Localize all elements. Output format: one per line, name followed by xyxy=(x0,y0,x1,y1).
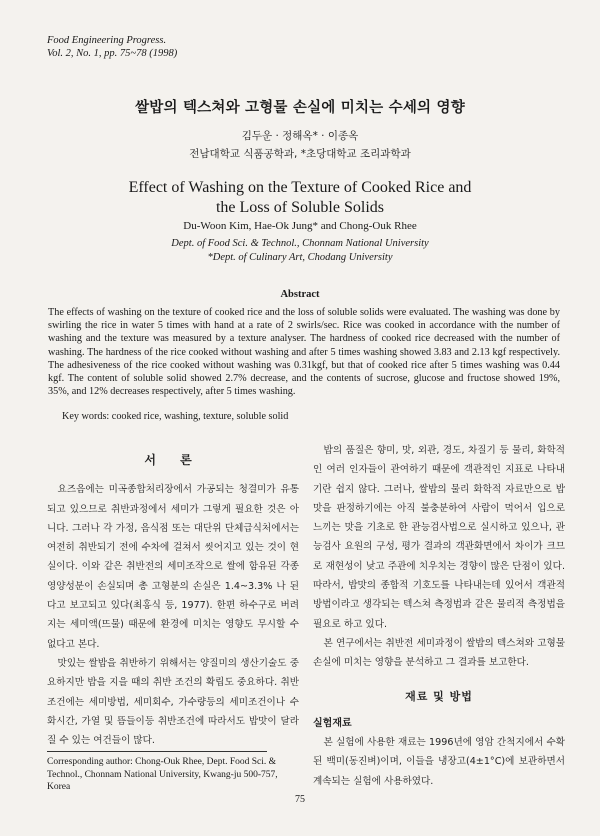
footnote-divider xyxy=(47,751,267,752)
english-authors: Du-Woon Kim, Hae-Ok Jung* and Chong-Ouk Rhee xyxy=(183,220,417,232)
english-affiliations xyxy=(0,237,600,265)
intro-paragraph-2: 맛있는 쌀밥을 취반하기 위해서는 양질미의 생산기술도 중요하지만 밥을 지을 때의 취반 조건의 확립도 중요하다. 취반조건에는 세미방법, 세미회수, 가수량등의 세미조건이나 수화시간, 가열 및 뜸들이등 취반조건에 따라서도 밥맛이 달라질 수 있는 여건들이 많다. xyxy=(47,657,299,747)
introduction-heading: 서 론 xyxy=(144,453,202,467)
english-title-line-1: Effect of Washing on the Texture of Cooked Rice and xyxy=(128,179,472,196)
journal-name: Food Engineering Progress. xyxy=(47,35,167,46)
intro-paragraph-3: 밥의 품질은 향미, 맛, 외관, 경도, 차질기 등 물리, 화학적인 여러 인자들이 관여하기 때문에 객관적인 지표로 나타내기란 쉽지 않다. 그러나, 쌀밥의 물리 화학적 자료만으로 밥맛을 판정하기에는 아직 불충분하여 사람이 먹어서 입으로 느끼는 맛을 기초로 한 관능검사법으로 실시하고 있으나, 관능검사 요원의 구성, 평가 결과의 객관화면에서 차이가 크므로 재현성이 낮고 주관에 치우치는 경향이 많은 단점이 있다. 따라서, 밥맛의 종합적 기호도를 나타내는데 있어서 객관적 방법이라고 생각되는 텍스쳐 측정법과 같은 물리적 측정법을 필요로 하고 있다. xyxy=(313,445,565,630)
korean-title: 쌀밥의 텍스쳐와 고형물 손실에 미치는 수세의 영향 xyxy=(135,100,465,116)
affiliation-2: *Dept. of Culinary Art, Chodang University xyxy=(207,252,393,263)
materials-subheading: 실험재료 xyxy=(313,717,352,729)
abstract-text: The effects of washing on the texture of cooked rice and the loss of soluble solids were evaluated. The washing was done by swirling the rice in water 5 times with hand at a rate of 2 swirls/sec. Rice was cooked in accordance with the number of washing and the texture was measured by a texture analyser. The hardness of cooked rice decreased with the number of washing. The hardness of the rice cooked without washing and after 5 times washing showed 3.83 and 2.13 kgf respectively. The adhesiveness of the rice cooked without washing was 0.31kgf, but that of cooked rice after 5 times washing was 0.44 kgf. The content of soluble solid showed 2.7% decrease, and the contents of sucrose, glucose and fructose showed 19%, 35%, and 12% decreases respectively, after 5 times washing. xyxy=(48,307,560,398)
journal-volume: Vol. 2, No. 1, pp. 75~78 (1998) xyxy=(47,48,178,59)
intro-paragraph-4: 본 연구에서는 취반전 세미과정이 쌀밥의 텍스쳐와 고형물 손실에 미치는 영향을 분석하고 그 결과를 보고한다. xyxy=(313,637,565,669)
abstract-heading: Abstract xyxy=(280,289,320,300)
intro-paragraph-1: 요즈음에는 미곡종합처리장에서 가공되는 청결미가 유통되고 있으므로 취반과정에서 세미가 그렇게 필요한 것은 아니다. 그러나 각 가정, 음식점 또는 대단위 단체급식처에서는 여전히 취반되기 전에 수차에 걸쳐서 씻어지고 있는 것이 현실이다. 이와 같은 취반전의 세미조작으로 쌀에 함유된 각종 영양성분이 손실되며 총 고형분의 손실은 1.4~3.3% 나 된다고 보고되고 있다(최홍식 등, 1977). 한편 하수구로 버려지는 세미액(뜨물) 때문에 환경에 미치는 영향도 무시할 수 없다고 본다. xyxy=(47,484,299,650)
materials-paragraph: 본 실험에 사용한 재료는 1996년에 영암 간척지에서 수확된 백미(동진벼)이며, 이들을 냉장고(4±1°C)에 보관하면서 계속되는 실험에 사용하였다. xyxy=(313,737,565,787)
affiliation-1: Dept. of Food Sci. & Technol., Chonnam National University xyxy=(171,238,429,249)
keywords: Key words: cooked rice, washing, texture, soluble solid xyxy=(62,411,289,422)
english-title-line-2: the Loss of Soluble Solids xyxy=(215,199,384,216)
korean-affiliations: 전남대학교 식품공학과, *초당대학교 조리과학과 xyxy=(189,148,411,160)
english-title xyxy=(0,178,600,218)
page-number: 75 xyxy=(295,794,305,805)
methods-heading: 재료 및 방법 xyxy=(405,689,473,703)
left-column xyxy=(47,451,299,750)
corresponding-author-footnote: Corresponding author: Chong-Ouk Rhee, Dept. Food Sci. & Technol., Chonnam National University, Kwang-ju 500-757, Korea xyxy=(47,757,278,792)
korean-authors: 김두운 · 정해옥* · 이종옥 xyxy=(241,130,359,142)
right-column xyxy=(313,441,565,791)
journal-header xyxy=(47,34,177,60)
